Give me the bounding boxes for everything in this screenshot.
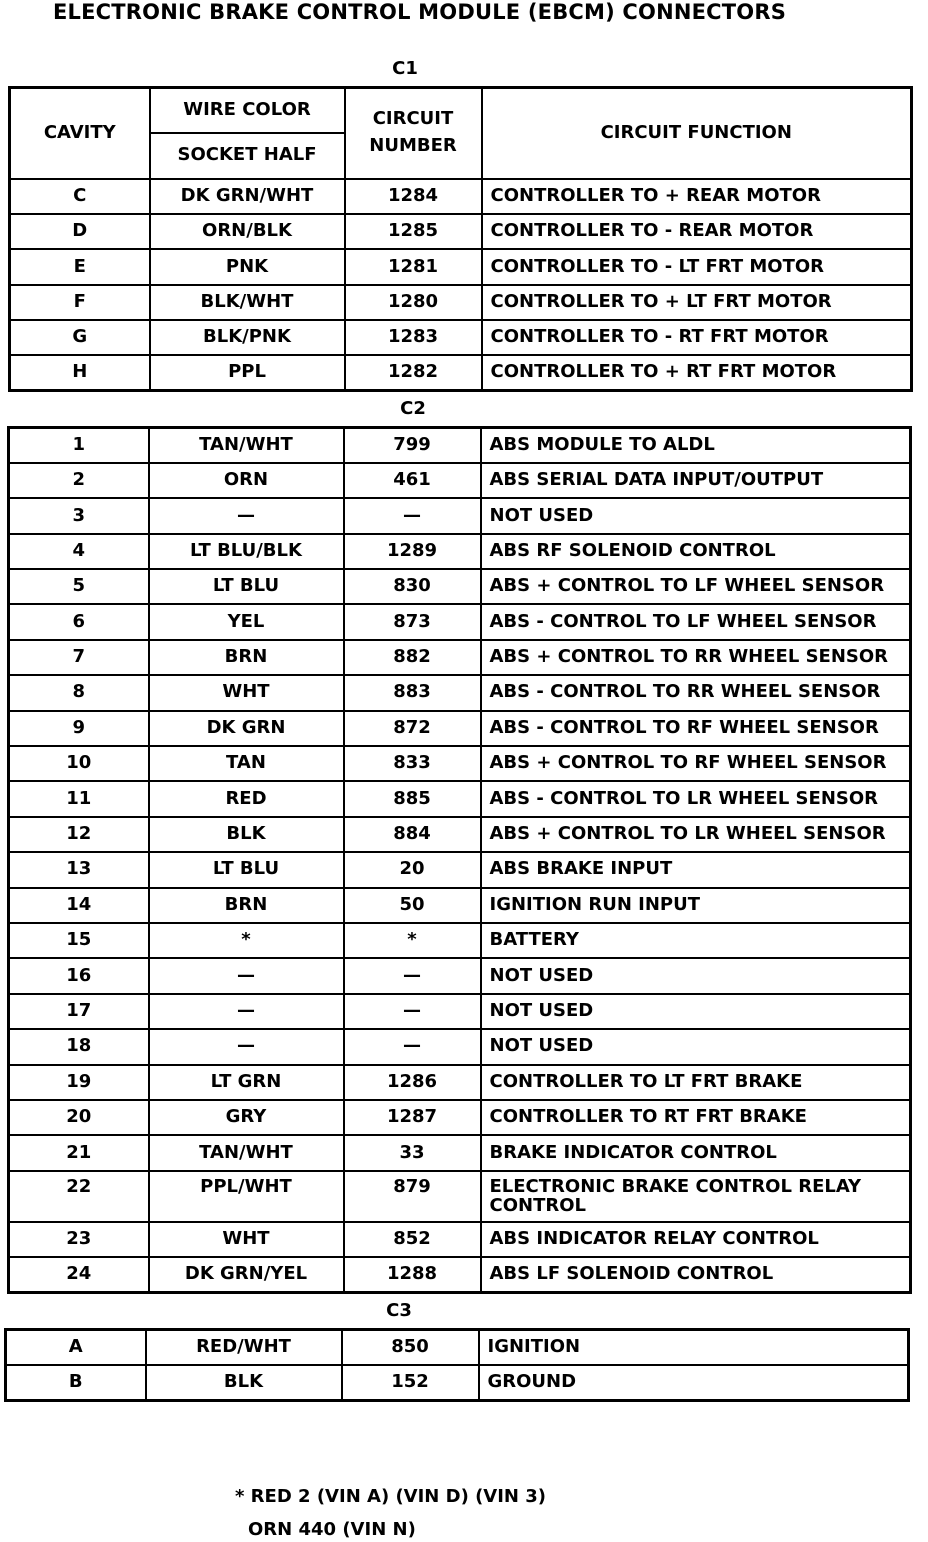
circuit-number-cell: 883 — [344, 675, 481, 710]
table-row — [9, 498, 911, 533]
circuit-function-cell: IGNITION — [479, 1330, 909, 1365]
table-row — [10, 285, 912, 320]
connector-table-c3 — [4, 1328, 910, 1402]
cavity-cell: H — [10, 355, 150, 390]
table-row — [10, 355, 912, 390]
table-row — [9, 746, 911, 781]
wire-color-cell: LT GRN — [149, 1065, 344, 1100]
wire-color-cell: TAN — [149, 746, 344, 781]
circuit-number-cell: 799 — [344, 428, 481, 463]
table-row — [10, 249, 912, 284]
wire-color-cell: — — [149, 498, 344, 533]
circuit-number-cell: 20 — [344, 852, 481, 887]
connector-table-c2 — [7, 426, 912, 1294]
cavity-cell: 2 — [9, 463, 149, 498]
table-row — [9, 604, 911, 639]
circuit-function-cell: CONTROLLER TO - LT FRT MOTOR — [482, 249, 912, 284]
table-row — [9, 1065, 911, 1100]
cavity-cell: 22 — [9, 1171, 149, 1222]
header-circuit-number-line2: NUMBER — [369, 135, 457, 157]
circuit-number-cell: 872 — [344, 711, 481, 746]
circuit-number-cell: 885 — [344, 781, 481, 816]
document-title: ELECTRONIC BRAKE CONTROL MODULE (EBCM) CONNECTORS — [53, 0, 787, 24]
circuit-number-cell: 1282 — [345, 355, 482, 390]
circuit-function-cell: NOT USED — [481, 498, 911, 533]
circuit-function-cell: CONTROLLER TO - REAR MOTOR — [482, 214, 912, 249]
wire-color-cell: — — [149, 1029, 344, 1064]
circuit-number-cell: 461 — [344, 463, 481, 498]
table-row — [9, 923, 911, 958]
wire-color-cell: PPL — [150, 355, 345, 390]
wire-color-cell: LT BLU — [149, 569, 344, 604]
circuit-function-cell: ELECTRONIC BRAKE CONTROL RELAY CONTROL — [481, 1171, 911, 1222]
cavity-cell: 18 — [9, 1029, 149, 1064]
table-row — [9, 675, 911, 710]
circuit-function-cell: ABS SERIAL DATA INPUT/OUTPUT — [481, 463, 911, 498]
circuit-function-cell: ABS + CONTROL TO RR WHEEL SENSOR — [481, 640, 911, 675]
table-row — [9, 1222, 911, 1257]
cavity-cell: 14 — [9, 888, 149, 923]
wire-color-cell: PNK — [150, 249, 345, 284]
wire-color-cell: YEL — [149, 604, 344, 639]
table-row — [10, 179, 912, 214]
circuit-number-cell: 1283 — [345, 320, 482, 355]
circuit-number-cell: — — [344, 498, 481, 533]
circuit-number-cell: 873 — [344, 604, 481, 639]
wire-color-cell: DK GRN/WHT — [150, 179, 345, 214]
footnote-1: * RED 2 (VIN A) (VIN D) (VIN 3) — [235, 1486, 547, 1507]
cavity-cell: 6 — [9, 604, 149, 639]
circuit-number-cell: 50 — [344, 888, 481, 923]
header-wire-color: WIRE COLOR — [150, 88, 345, 133]
footnote-2: ORN 440 (VIN N) — [248, 1519, 416, 1540]
wire-color-cell: TAN/WHT — [149, 428, 344, 463]
table-body-c3 — [6, 1330, 909, 1401]
connector-table-c1 — [8, 86, 913, 392]
circuit-function-cell: ABS MODULE TO ALDL — [481, 428, 911, 463]
wire-color-cell: — — [149, 994, 344, 1029]
circuit-function-cell: BRAKE INDICATOR CONTROL — [481, 1135, 911, 1170]
circuit-function-cell: ABS + CONTROL TO LF WHEEL SENSOR — [481, 569, 911, 604]
wire-color-cell: PPL/WHT — [149, 1171, 344, 1222]
table-row — [6, 1330, 909, 1365]
wire-color-cell: — — [149, 958, 344, 993]
table-row — [9, 781, 911, 816]
cavity-cell: 21 — [9, 1135, 149, 1170]
circuit-function-cell: ABS + CONTROL TO LR WHEEL SENSOR — [481, 817, 911, 852]
circuit-number-cell: 830 — [344, 569, 481, 604]
cavity-cell: D — [10, 214, 150, 249]
table-row — [9, 428, 911, 463]
table-row — [9, 1029, 911, 1064]
circuit-function-cell: CONTROLLER TO LT FRT BRAKE — [481, 1065, 911, 1100]
wire-color-cell: RED/WHT — [146, 1330, 342, 1365]
circuit-function-cell: GROUND — [479, 1365, 909, 1400]
circuit-function-cell: CONTROLLER TO - RT FRT MOTOR — [482, 320, 912, 355]
cavity-cell: B — [6, 1365, 146, 1400]
circuit-number-cell: — — [344, 994, 481, 1029]
wire-color-cell: WHT — [149, 1222, 344, 1257]
table-row — [10, 320, 912, 355]
wire-color-cell: LT BLU/BLK — [149, 534, 344, 569]
cavity-cell: 3 — [9, 498, 149, 533]
table-row — [9, 569, 911, 604]
cavity-cell: 19 — [9, 1065, 149, 1100]
cavity-cell: 8 — [9, 675, 149, 710]
circuit-function-cell: CONTROLLER TO + RT FRT MOTOR — [482, 355, 912, 390]
wire-color-cell: GRY — [149, 1100, 344, 1135]
circuit-function-cell: ABS RF SOLENOID CONTROL — [481, 534, 911, 569]
wire-color-cell: BLK/PNK — [150, 320, 345, 355]
wire-color-cell: TAN/WHT — [149, 1135, 344, 1170]
cavity-cell: 13 — [9, 852, 149, 887]
circuit-number-cell: 1284 — [345, 179, 482, 214]
table-row — [9, 1171, 911, 1222]
cavity-cell: A — [6, 1330, 146, 1365]
wire-color-cell: WHT — [149, 675, 344, 710]
table-row — [9, 640, 911, 675]
wire-color-cell: * — [149, 923, 344, 958]
cavity-cell: 1 — [9, 428, 149, 463]
cavity-cell: 17 — [9, 994, 149, 1029]
table-row — [9, 852, 911, 887]
cavity-cell: G — [10, 320, 150, 355]
circuit-number-cell: 1288 — [344, 1257, 481, 1292]
wire-color-cell: DK GRN — [149, 711, 344, 746]
circuit-function-cell: ABS BRAKE INPUT — [481, 852, 911, 887]
wire-color-cell: ORN/BLK — [150, 214, 345, 249]
cavity-cell: 4 — [9, 534, 149, 569]
cavity-cell: E — [10, 249, 150, 284]
wire-color-cell: BLK — [146, 1365, 342, 1400]
circuit-number-cell: 852 — [344, 1222, 481, 1257]
circuit-function-cell: BATTERY — [481, 923, 911, 958]
table-row — [10, 214, 912, 249]
connector-label-c2: C2 — [400, 398, 426, 419]
table-row — [6, 1365, 909, 1400]
header-circuit-function: CIRCUIT FUNCTION — [482, 88, 912, 179]
cavity-cell: 12 — [9, 817, 149, 852]
cavity-cell: 5 — [9, 569, 149, 604]
wire-color-cell: BRN — [149, 888, 344, 923]
table-row — [9, 958, 911, 993]
cavity-cell: 20 — [9, 1100, 149, 1135]
cavity-cell: 24 — [9, 1257, 149, 1292]
cavity-cell: F — [10, 285, 150, 320]
table-row — [9, 534, 911, 569]
wire-color-cell: ORN — [149, 463, 344, 498]
wire-color-cell: BLK/WHT — [150, 285, 345, 320]
circuit-function-cell: ABS - CONTROL TO LF WHEEL SENSOR — [481, 604, 911, 639]
circuit-number-cell: 1285 — [345, 214, 482, 249]
table-row — [9, 817, 911, 852]
circuit-number-cell: 33 — [344, 1135, 481, 1170]
circuit-function-cell: ABS LF SOLENOID CONTROL — [481, 1257, 911, 1292]
circuit-function-cell: ABS - CONTROL TO RF WHEEL SENSOR — [481, 711, 911, 746]
circuit-number-cell: 1286 — [344, 1065, 481, 1100]
circuit-function-cell: NOT USED — [481, 994, 911, 1029]
cavity-cell: C — [10, 179, 150, 214]
circuit-function-cell: NOT USED — [481, 1029, 911, 1064]
cavity-cell: 23 — [9, 1222, 149, 1257]
wire-color-cell: LT BLU — [149, 852, 344, 887]
table-row — [9, 1135, 911, 1170]
circuit-function-cell: ABS - CONTROL TO LR WHEEL SENSOR — [481, 781, 911, 816]
table-body-c1 — [10, 179, 912, 391]
table-row — [9, 1257, 911, 1292]
table-body-c2 — [9, 428, 911, 1293]
circuit-number-cell: 1287 — [344, 1100, 481, 1135]
circuit-function-cell: NOT USED — [481, 958, 911, 993]
table-row — [9, 711, 911, 746]
cavity-cell: 16 — [9, 958, 149, 993]
cavity-cell: 7 — [9, 640, 149, 675]
cavity-cell: 11 — [9, 781, 149, 816]
header-circuit-number-line1: CIRCUIT — [372, 108, 454, 130]
wire-color-cell: RED — [149, 781, 344, 816]
circuit-function-cell: CONTROLLER TO + LT FRT MOTOR — [482, 285, 912, 320]
cavity-cell: 15 — [9, 923, 149, 958]
table-row — [9, 994, 911, 1029]
circuit-number-cell: 1280 — [345, 285, 482, 320]
circuit-number-cell: 1281 — [345, 249, 482, 284]
circuit-number-cell: 850 — [342, 1330, 479, 1365]
circuit-function-cell: ABS - CONTROL TO RR WHEEL SENSOR — [481, 675, 911, 710]
header-cavity: CAVITY — [10, 88, 150, 179]
table-row — [9, 1100, 911, 1135]
circuit-number-cell: 882 — [344, 640, 481, 675]
circuit-number-cell: 884 — [344, 817, 481, 852]
circuit-function-cell: ABS + CONTROL TO RF WHEEL SENSOR — [481, 746, 911, 781]
wire-color-cell: BLK — [149, 817, 344, 852]
circuit-function-cell: CONTROLLER TO + REAR MOTOR — [482, 179, 912, 214]
circuit-number-cell: 879 — [344, 1171, 481, 1222]
cavity-cell: 10 — [9, 746, 149, 781]
circuit-function-cell: ABS INDICATOR RELAY CONTROL — [481, 1222, 911, 1257]
table-row — [9, 888, 911, 923]
circuit-number-cell: * — [344, 923, 481, 958]
wire-color-cell: DK GRN/YEL — [149, 1257, 344, 1292]
circuit-number-cell: — — [344, 1029, 481, 1064]
circuit-number-cell: 833 — [344, 746, 481, 781]
wire-color-cell: BRN — [149, 640, 344, 675]
header-socket-half: SOCKET HALF — [150, 133, 345, 179]
circuit-number-cell: 1289 — [344, 534, 481, 569]
connector-label-c3: C3 — [386, 1300, 412, 1321]
circuit-function-cell: IGNITION RUN INPUT — [481, 888, 911, 923]
circuit-number-cell: — — [344, 958, 481, 993]
connector-label-c1: C1 — [392, 58, 418, 79]
circuit-function-cell: CONTROLLER TO RT FRT BRAKE — [481, 1100, 911, 1135]
table-row — [9, 463, 911, 498]
cavity-cell: 9 — [9, 711, 149, 746]
header-circuit-number — [345, 88, 482, 179]
circuit-number-cell: 152 — [342, 1365, 479, 1400]
